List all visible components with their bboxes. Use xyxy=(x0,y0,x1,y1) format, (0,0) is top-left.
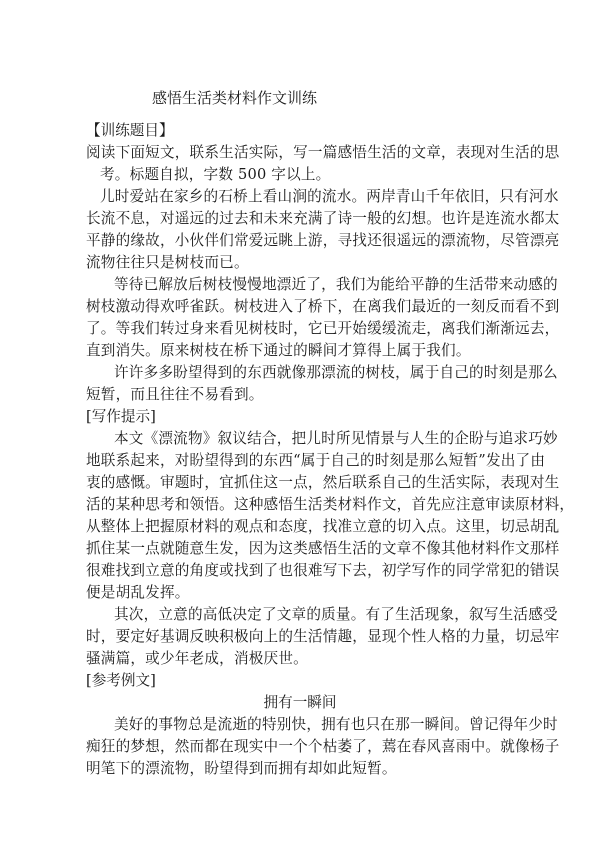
passage-paragraph-2 xyxy=(86,274,560,362)
text-line: 其次，立意的高低决定了文章的质量。有了生活现象，叙写生活感受 xyxy=(114,606,558,623)
text-line: 从整体上把握原材料的观点和态度，找准立意的切入点。这里，切忌胡乱 xyxy=(86,518,560,535)
section-header-tips: [写作提示] xyxy=(86,408,156,425)
text-line: 等待已解放后树枝慢慢地漂近了，我们为能给平静的生活带来动感的 xyxy=(114,276,558,293)
training-prompt-section xyxy=(86,120,560,186)
text-line: 长流不息，对遥远的过去和未来充满了诗一般的幻想。也许是连流水都太 xyxy=(86,210,560,227)
example-essay-section xyxy=(86,670,518,692)
prompt-line: 考。标题自拟，字数 500 字以上。 xyxy=(100,166,331,183)
text-line: 抓住某一点就随意生发，因为这类感悟生活的文章不像其他材料作文那样 xyxy=(86,540,560,557)
text-line: 直到消失。原来树枝在桥下通过的瞬间才算得上属于我们。 xyxy=(86,342,471,359)
text-line: 衷的感慨。审题时，宜抓住这一点，然后联系自己的生活实际，表现对生 xyxy=(86,474,560,491)
example-paragraph-1 xyxy=(86,714,560,780)
text-line: 地联系起来，对盼望得到的东西“属于自己的时刻是那么短暂”发出了由 xyxy=(86,452,546,469)
text-line: 活的某种思考和领悟。这种感悟生活类材料作文，首先应注意审读原材料， xyxy=(86,496,575,513)
text-line: 平静的缘故，小伙伴们常爱远眺上游，寻找还很遥远的漂流物，尽管漂亮 xyxy=(86,232,560,249)
text-line: 痴狂的梦想，然而都在现实中一个个枯萎了，蔫在春风喜雨中。就像杨子 xyxy=(86,738,560,755)
section-header-training: 【训练题目】 xyxy=(86,122,174,139)
writing-tips-section xyxy=(86,406,575,604)
example-essay-title: 拥有一瞬间 xyxy=(263,694,337,711)
prompt-line: 阅读下面短文，联系生活实际，写一篇感悟生活的文章，表现对生活的思 xyxy=(86,144,560,161)
text-line: 骚满篇，或少年老成，消极厌世。 xyxy=(86,650,308,667)
text-line: 时，要定好基调反映积极向上的生活情趣，显现个性人格的力量，切忌牢 xyxy=(86,628,560,645)
text-line: 许许多多盼望得到的东西就像那漂流的树枝，属于自己的时刻是那么 xyxy=(114,364,558,381)
text-line: 了。等我们转过身来看见树枝时，它已开始缓缓流走，离我们渐渐远去， xyxy=(86,320,560,337)
text-line: 便是胡乱发挥。 xyxy=(86,584,190,601)
passage-paragraph-1 xyxy=(86,186,560,274)
passage-paragraph-3 xyxy=(86,362,558,406)
writing-tips-paragraph-2 xyxy=(86,604,560,670)
document-title: 感悟生活类材料作文训练 xyxy=(152,89,318,107)
text-line: 美好的事物总是流逝的特别快，拥有也只在那一瞬间。曾记得年少时 xyxy=(114,716,558,733)
text-line: 流物往往只是树枝而已。 xyxy=(86,254,249,271)
section-header-example: [参考例文] xyxy=(86,672,156,689)
text-line: 树枝激动得欢呼雀跃。树枝进入了桥下，在离我们最近的一刻反而看不到 xyxy=(86,298,560,315)
text-line: 本文《漂流物》叙议结合，把儿时所见情景与人生的企盼与追求巧妙 xyxy=(114,430,558,447)
text-line: 短暂，而且往往不易看到。 xyxy=(86,386,264,403)
text-line: 明笔下的漂流物，盼望得到而拥有却如此短暂。 xyxy=(86,760,397,777)
text-line: 儿时爱站在家乡的石桥上看山涧的流水。两岸青山千年依旧，只有河水 xyxy=(100,188,559,205)
text-line: 很难找到立意的角度或找到了也很难写下去，初学写作的同学常犯的错误 xyxy=(86,562,560,579)
